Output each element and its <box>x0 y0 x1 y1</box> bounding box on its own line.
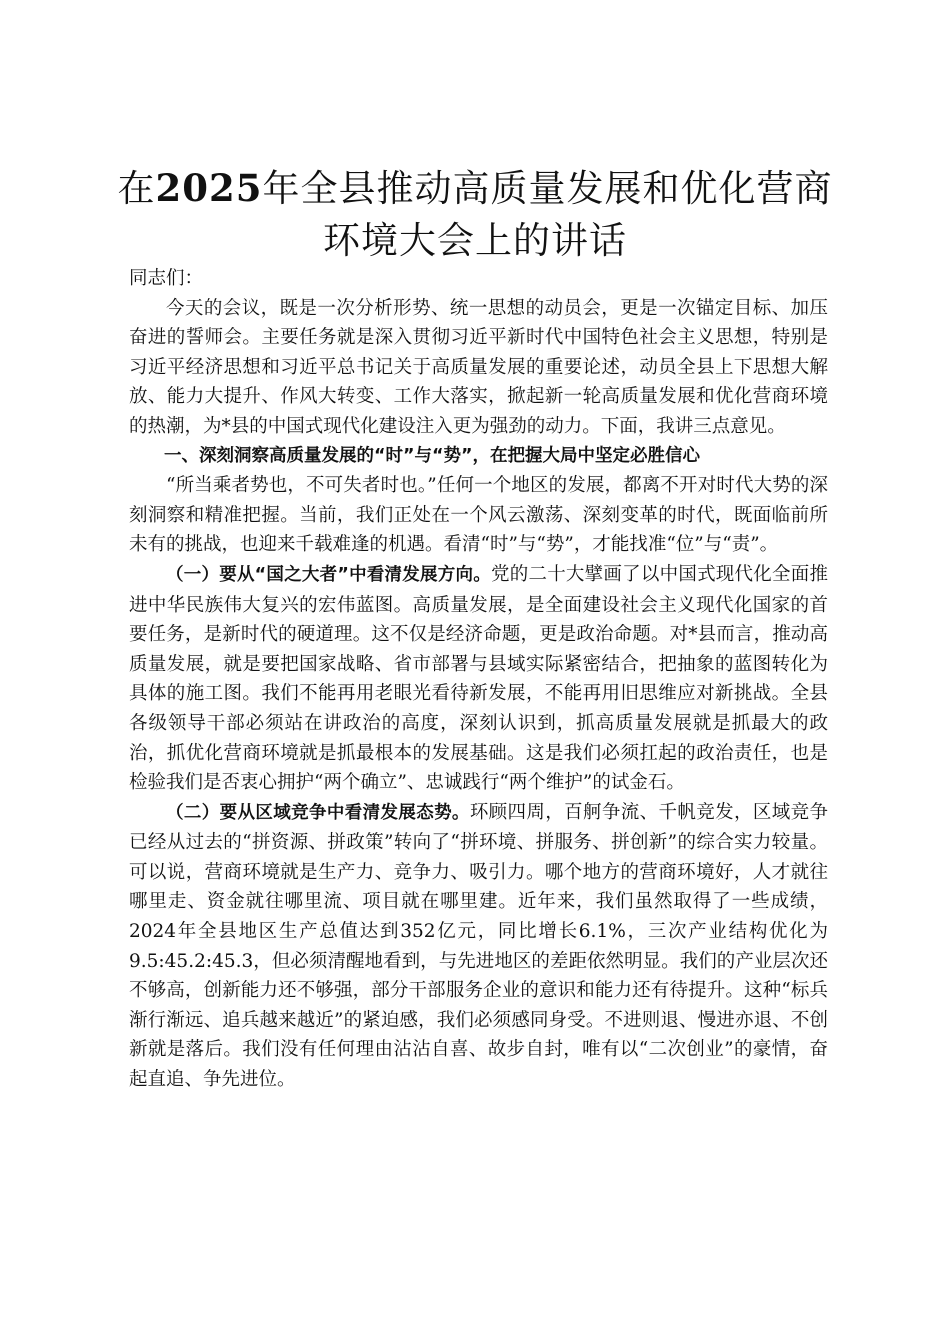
document-body <box>129 264 828 1095</box>
salutation: 同志们： <box>129 268 204 289</box>
title-suffix: 年全县推动高质量发展和优化营商环境大会上的讲话 <box>262 167 833 262</box>
section1-intro-paragraph: “所当乘者势也，不可失者时也。”任何一个地区的发展，都离不开对时代大势的深刻洞察和精准把握。当前，我们正处在一个风云激荡、深刻变革的时代，既面临前所未有的挑战，也迎来千载难逢的机遇。看清“时”与“势”，才能找准“位”与“责”。 <box>129 475 828 556</box>
point-1-text: 党的二十大擘画了以中国式现代化全面推进中华民族伟大复兴的宏伟蓝图。高质量发展，是全面建设社会主义现代化国家的首要任务，是新时代的硬道理。这不仅是经济命题，更是政治命题。对*县而言，推动高质量发展，就是要把国家战略、省市部署与县域实际紧密结合，把抽象的蓝图转化为具体的施工图。我们不能再用老眼光看待新发展，不能再用旧思维应对新挑战。全县各级领导干部必须站在讲政治的高度，深刻认识到，抓高质量发展就是抓最大的政治，抓优化营商环境就是抓最根本的发展基础。这是我们必须扛起的政治责任，也是检验我们是否衷心拥护“两个确立”、忠诚践行“两个维护”的试金石。 <box>129 563 828 794</box>
point-1-lead: （一）要从“国之大者”中看清发展方向。 <box>166 564 491 585</box>
page-title <box>110 162 840 267</box>
title-year: 2025 <box>155 166 263 210</box>
intro-paragraph: 今天的会议，既是一次分析形势、统一思想的动员会，更是一次锚定目标、加压奋进的誓师会。主要任务就是深入贯彻习近平新时代中国特色社会主义思想，特别是习近平经济思想和习近平总书记关于高质量发展的重要论述，动员全县上下思想大解放、能力大提升、作风大转变、工作大落实，掀起新一轮高质量发展和优化营商环境的热潮，为*县的中国式现代化建设注入更为强劲的动力。下面，我讲三点意见。 <box>129 297 828 437</box>
point-1-paragraph <box>129 560 828 798</box>
section-heading-1: 一、深刻洞察高质量发展的“时”与“势”，在把握大局中坚定必胜信心 <box>164 445 701 466</box>
title-prefix: 在 <box>117 167 156 210</box>
point-2-lead: （二）要从区域竞争中看清发展态势。 <box>166 802 470 823</box>
point-2-paragraph <box>129 798 828 1095</box>
point-2-text: 环顾四周，百舸争流、千帆竞发，区域竞争已经从过去的“拼资源、拼政策”转向了“拼环境、拼服务、拼创新”的综合实力较量。可以说，营商环境就是生产力、竞争力、吸引力。哪个地方的营商环境好，人才就往哪里走、资金就往哪里流、项目就在哪里建。近年来，我们虽然取得了一些成绩，2024年全县地区生产总值达到352亿元，同比增长6.1%，三次产业结构优化为9.5:45.2:45.3，但必须清醒地看到，与先进地区的差距依然明显。我们的产业层次还不够高，创新能力还不够强，部分干部服务企业的意识和能力还有待提升。这种“标兵渐行渐远、追兵越来越近”的紧迫感，我们必须感同身受。不进则退、慢进亦退、不创新就是落后。我们没有任何理由沾沾自喜、故步自封，唯有以“二次创业”的豪情，奋起直追、争先进位。 <box>129 801 828 1091</box>
